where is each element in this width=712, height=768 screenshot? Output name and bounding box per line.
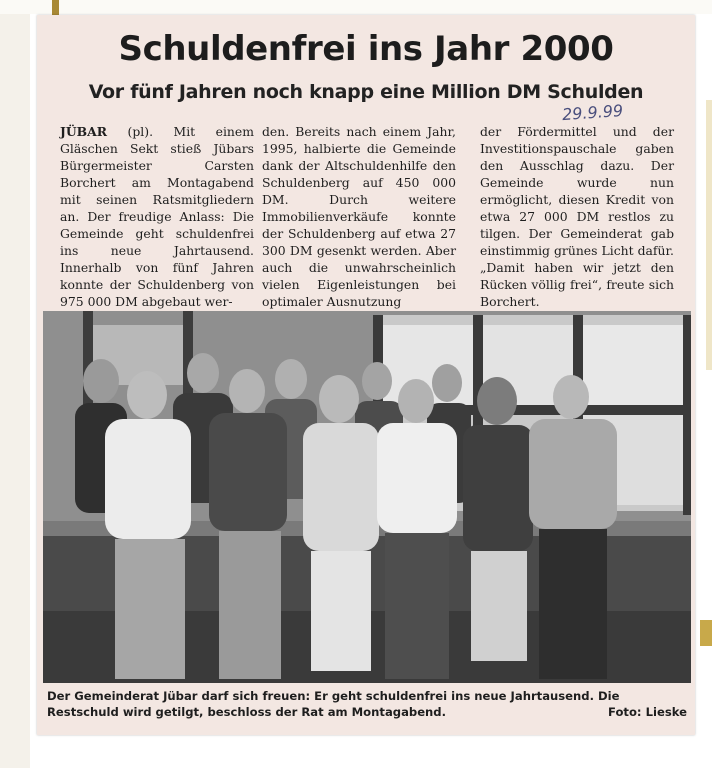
scanner-marker-right [700, 620, 712, 646]
group-photo-image [43, 311, 691, 683]
article-column-3: der Fördermittel und der Investitionspauschale gaben den Ausschlag dazu. Der Gemeinde wurde nun ermöglicht, diesen Kredit von etwa 27 000 DM restlos zu tilgen. Der Gemeinderat gab einstimmig grünes Licht dafür. „Damit haben wir jetzt den Rücken völlig frei“, freute sich Borchert. [480, 124, 674, 309]
scanner-edge-strip [706, 100, 712, 370]
column-text: (pl). Mit einem Gläschen Sekt stieß Jübars Bürgermeister Carsten Borchert am Montagabend mit seinen Ratsmitgliedern an. Der freudige Anlass: Die Gemeinde geht schuldenfrei ins neue Jahrtausend. Innerhalb von fünf Jahren konnte der Schuldenberg von 975 000 DM abgebaut wer- [60, 124, 254, 309]
scan-background-edge [0, 0, 30, 768]
handwritten-date: 29.9.99 [561, 100, 624, 125]
caption-text: Der Gemeinderat Jübar darf sich freuen: Er geht schuldenfrei ins neue Jahrtausend. Die Restschuld wird getilgt, beschloss der Rat am Montagabend. [47, 689, 620, 719]
photo-caption [47, 688, 687, 720]
scanner-marker [52, 0, 59, 16]
dateline: JÜBAR [60, 124, 108, 139]
group-photo [43, 311, 691, 683]
article-column-2: den. Bereits nach einem Jahr, 1995, halbierte die Gemeinde dank der Altschuldenhilfe den Schuldenberg auf 450 000 DM. Durch weitere Immobilienverkäufe konnte der Schuldenberg auf etwa 27 300 DM gesenkt werden. Aber auch die unwahrscheinlich vielen Eigenleistungen bei optimaler Ausnutzung [262, 124, 456, 309]
article-column-1 [60, 123, 254, 310]
scan-background-top [0, 0, 712, 14]
subheadline: Vor fünf Jahren noch knapp eine Million DM Schulden [88, 81, 644, 103]
headline: Schuldenfrei ins Jahr 2000 [118, 29, 614, 69]
photo-credit: Foto: Lieske [608, 705, 687, 719]
newspaper-clipping [37, 15, 695, 735]
